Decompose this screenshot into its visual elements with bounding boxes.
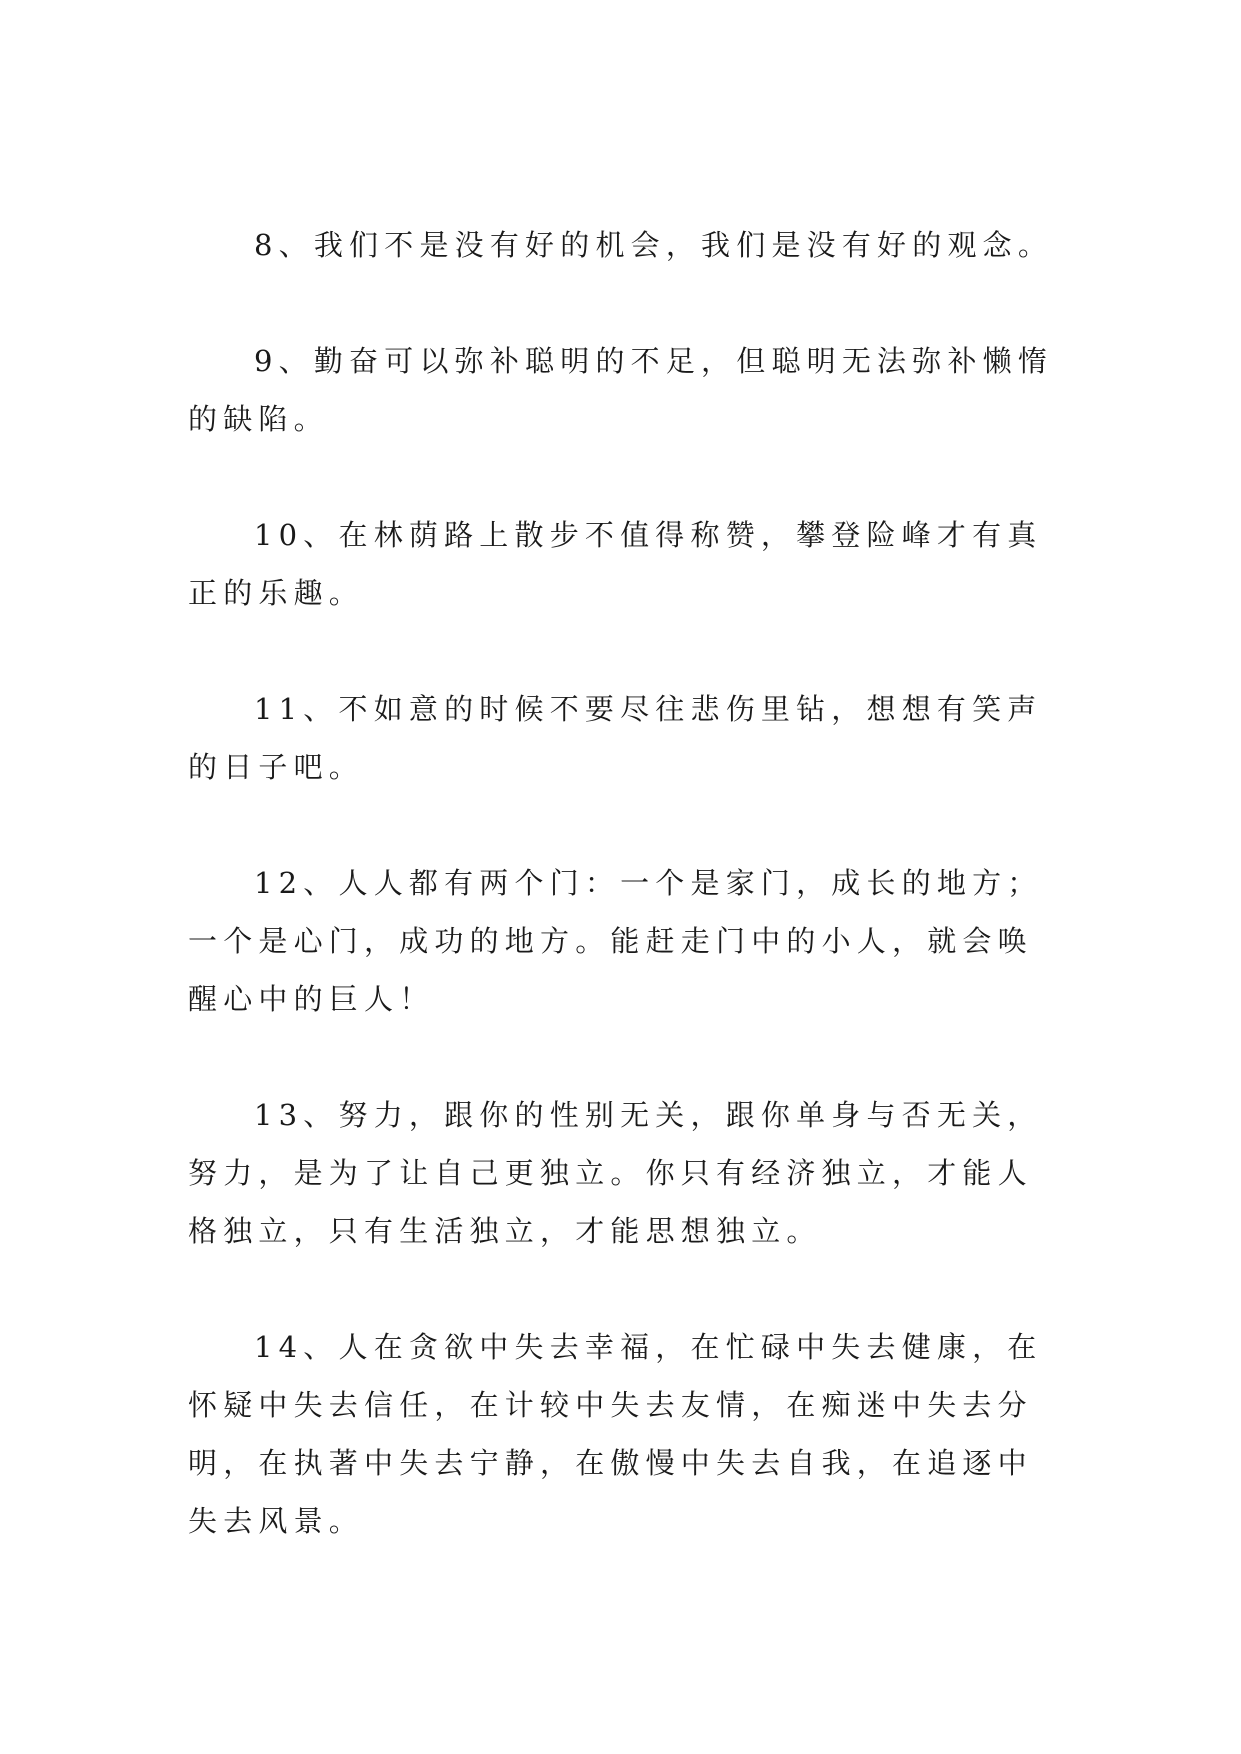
paragraph-12: 12、人人都有两个门：一个是家门，成长的地方；一个是心门，成功的地方。能赶走门中的小人，就会唤醒心中的巨人！ xyxy=(188,866,1043,1016)
paragraph-11: 11、不如意的时候不要尽往悲伤里钻，想想有笑声的日子吧。 xyxy=(188,692,1043,784)
paragraph-8: 8、我们不是没有好的机会，我们是没有好的观念。 xyxy=(254,228,1054,262)
document-body xyxy=(188,216,1058,1608)
paragraph-9: 9、勤奋可以弥补聪明的不足，但聪明无法弥补懒惰的缺陷。 xyxy=(188,344,1054,436)
paragraph-13: 13、努力，跟你的性别无关，跟你单身与否无关，努力，是为了让自己更独立。你只有经济独立，才能人格独立，只有生活独立，才能思想独立。 xyxy=(188,1098,1043,1248)
paragraph-10: 10、在林荫路上散步不值得称赞，攀登险峰才有真正的乐趣。 xyxy=(188,518,1043,610)
paragraph-14: 14、人在贪欲中失去幸福，在忙碌中失去健康，在怀疑中失去信任，在计较中失去友情，在痴迷中失去分明，在执著中失去宁静，在傲慢中失去自我，在追逐中失去风景。 xyxy=(188,1330,1043,1538)
